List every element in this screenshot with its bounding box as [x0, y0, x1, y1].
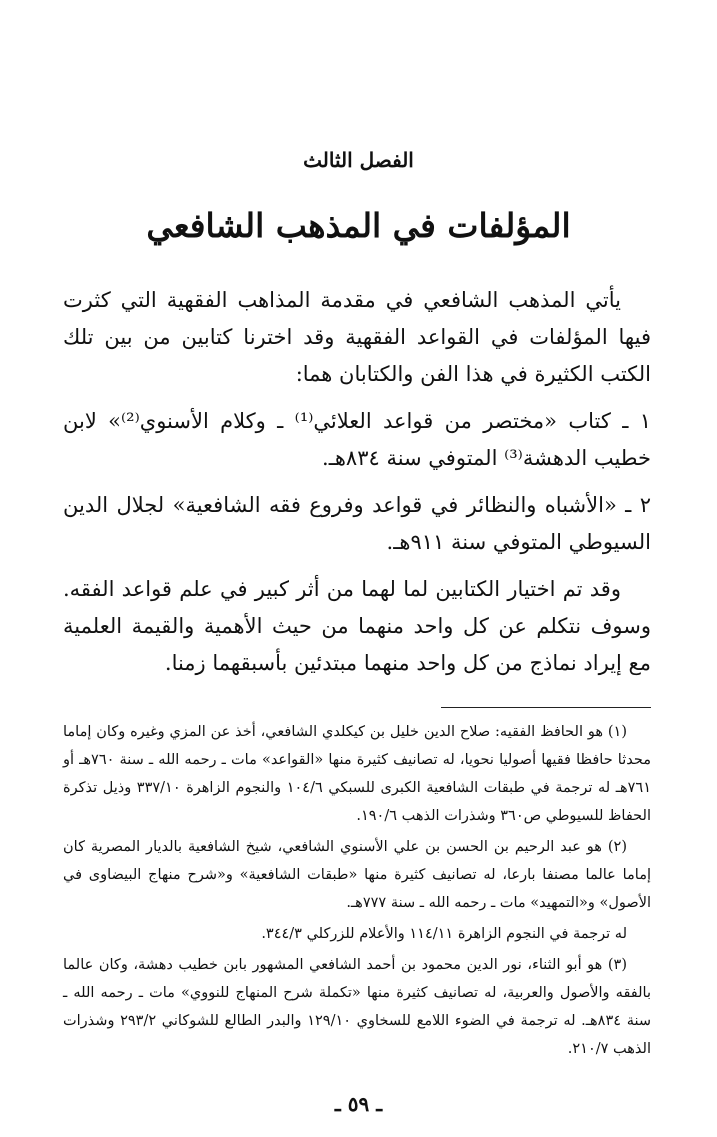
book-item-2: ٢ ـ «الأشباه والنظائر في قواعد وفروع فقه الشافعية» لجلال الدين السيوطي المتوفي سنة ٩١١هـ. [63, 493, 651, 554]
main-text [63, 282, 651, 692]
page-number: ـ ٥٩ ـ [334, 1092, 383, 1116]
footnotes [63, 718, 651, 1066]
footnote-divider [441, 707, 651, 708]
chapter-label: الفصل الثالث [303, 148, 414, 172]
footnote-3: (٣) هو أبو الثناء، نور الدين محمود بن أحمد الشافعي المشهور بابن خطيب دهشة، وكان عالما بالفقه والأصول والعربية، له تصانيف كثيرة منها «تكملة شرح المنهاج للنووي» مات ـ رحمه الله ـ سنة ٨٣٤هـ. له ترجمة في الضوء اللامع للسخاوي ١٢٩/١٠ والبدر الطالع للشوكاني ٢٩٣/٢ وشذرات الذهب ٢١٠/٧. [63, 957, 651, 1057]
chapter-title: المؤلفات في المذهب الشافعي [146, 206, 571, 245]
intro-paragraph: يأتي المذهب الشافعي في مقدمة المذاهب الفقهية التي كثرت فيها المؤلفات في القواعد الفقهية وقد اخترنا كتابين من بين تلك الكتب الكثيرة في هذا الفن والكتابان هما: [63, 288, 651, 386]
book-item-1: ١ ـ كتاب «مختصر من قواعد العلائي⁽¹⁾ ـ وكلام الأسنوي⁽²⁾» لابن خطيب الدهشة⁽³⁾ المتوفي سنة ٨٣٤هـ. [63, 409, 651, 470]
footnote-1: (١) هو الحافظ الفقيه: صلاح الدين خليل بن كيكلدي الشافعي، أخذ عن المزي وغيره وكان إماما محدثا حافظا فقيها أصوليا نحويا، له تصانيف كثيرة منها «القواعد» مات ـ رحمه الله ـ سنة ٧٦٠هـ أو ٧٦١هـ له ترجمة في طبقات الشافعية الكبرى للسبكي ١٠٤/٦ والنجوم الزاهرة ٣٣٧/١٠ وذيل تذكرة الحفاظ للسيوطي ص٣٦٠ وشذرات الذهب ١٩٠/٦. [63, 724, 652, 824]
footnote-2: (٢) هو عبد الرحيم بن الحسن بن علي الأسنوي الشافعي، شيخ الشافعية بالديار المصرية كان إماما عالما مصنفا بارعا، له تصانيف كثيرة منها «طبقات الشافعية» و«شرح منهاج البيضاوى في الأصول» و«التمهيد» مات ـ رحمه الله ـ سنة ٧٧٧هـ. [63, 839, 651, 911]
footnote-2-biography: له ترجمة في النجوم الزاهرة ١١٤/١١ والأعلام للزركلي ٣٤٤/٣. [261, 926, 627, 942]
closing-paragraph: وقد تم اختيار الكتابين لما لهما من أثر كبير في علم قواعد الفقه. وسوف نتكلم عن كل واحد منهما من حيث الأهمية والقيمة العلمية مع إيراد نماذج من كل واحد منهما مبتدئين بأسبقهما زمنا. [63, 577, 651, 675]
